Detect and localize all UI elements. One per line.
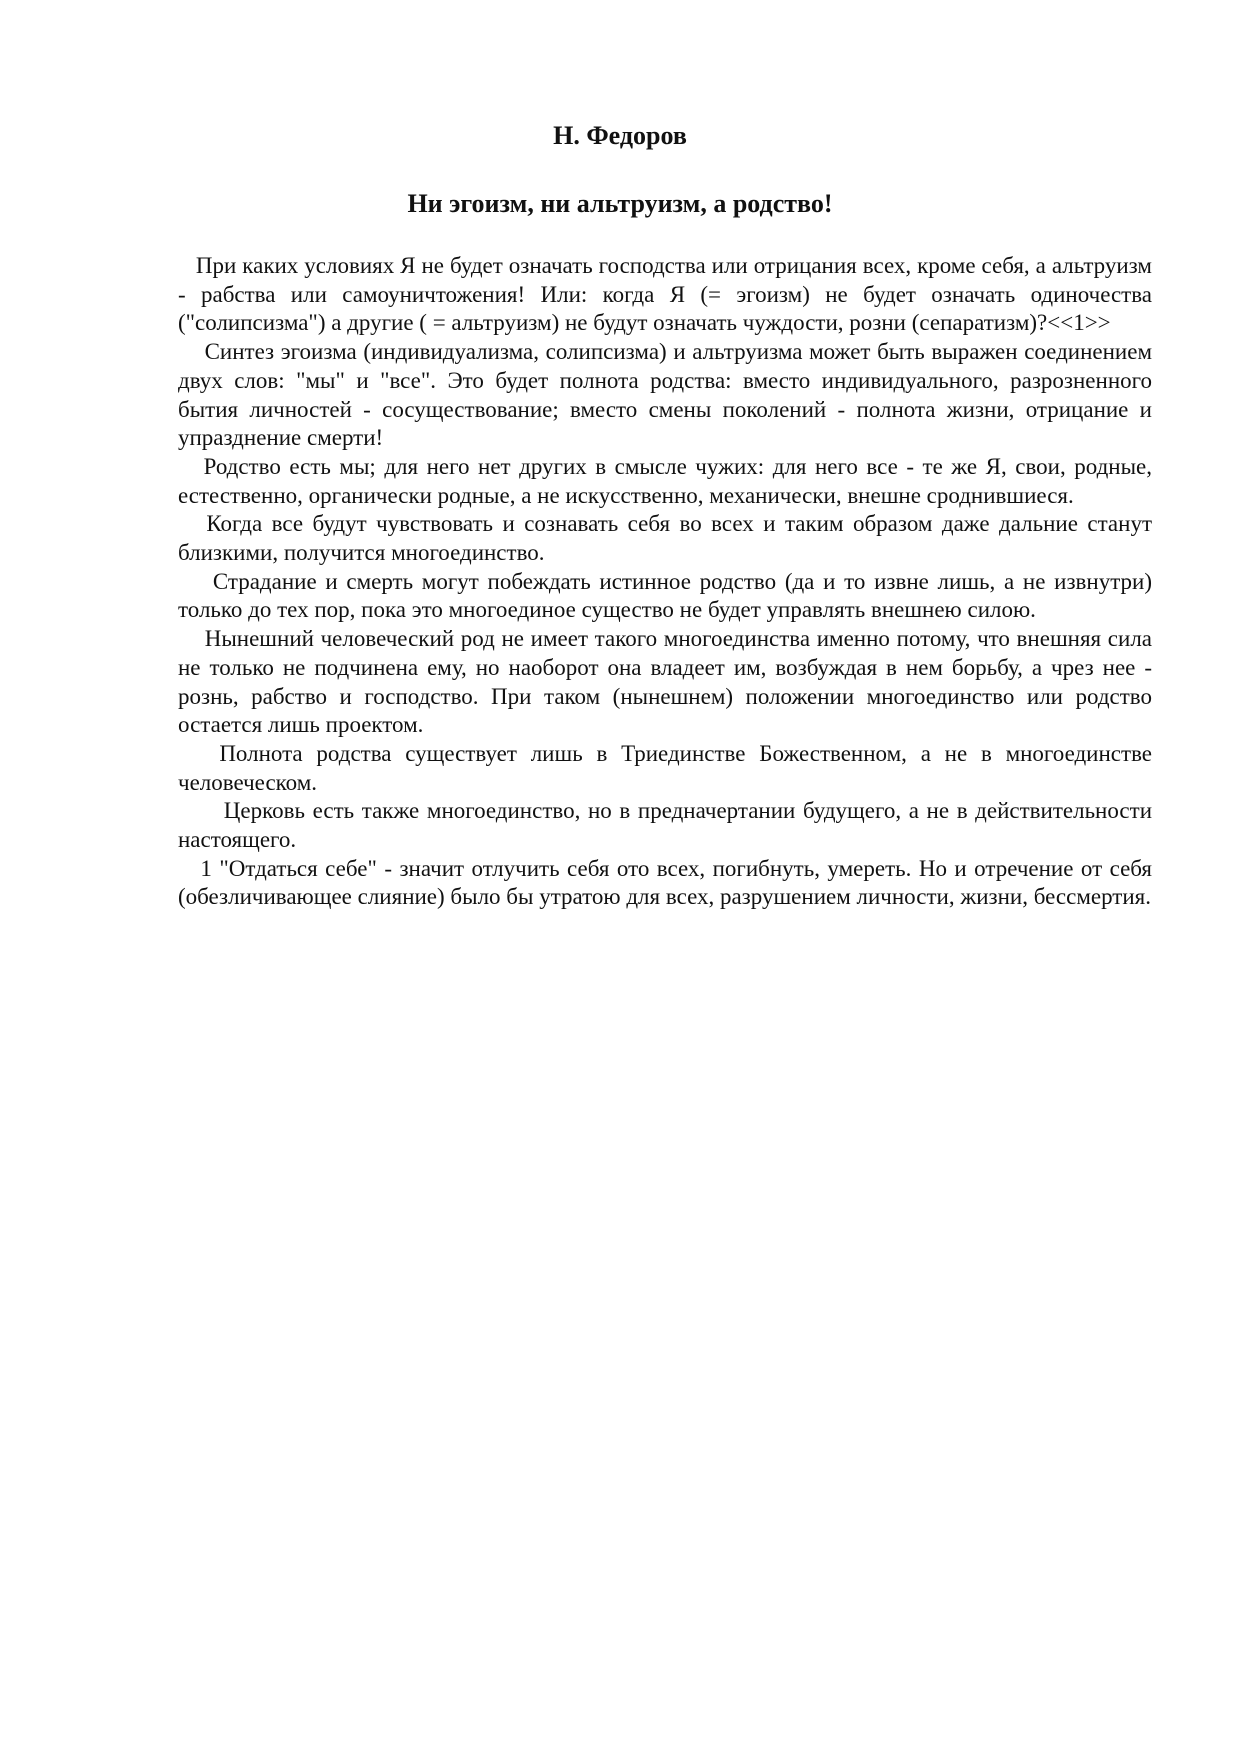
paragraph: Нынешний человеческий род не имеет такого многоединства именно потому, что внешняя сила не только не подчинена ему, но наоборот она владеет им, возбуждая в нем борьбу, а чрез нее - рознь, рабство и господство. При таком (нынешнем) положении многоединство или родство остается лишь проектом. (178, 626, 1158, 738)
author-name: Н. Федоров (553, 121, 687, 150)
paragraph: Когда все будут чувствовать и сознавать себя во всех и таким образом даже дальние станут близкими, получится многоединство. (178, 511, 1158, 566)
footnote: 1 "Отдаться себе" - значит отлучить себя ото всех, погибнуть, умереть. Но и отречение от себя (обезличивающее слияние) было бы утратою для всех, разрушением личности, жизни, бессмертия. (178, 855, 1158, 910)
paragraph: Церковь есть также многоединство, но в предначертании будущего, а не в действительности настоящего. (178, 798, 1158, 853)
paragraph: При каких условиях Я не будет означать господства или отрицания всех, кроме себя, а альтруизм - рабства или самоуничтожения! Или: когда Я (= эгоизм) не будет означать одиночества ("солипсизма") а другие ( = альтруизм) не будут означать чуждости, розни (сепаратизм)?<<1>> (178, 253, 1158, 336)
paragraph: Синтез эгоизма (индивидуализма, солипсизма) и альтруизма может быть выражен соединением двух слов: "мы" и "все". Это будет полнота родства: вместо индивидуального, разрозненного бытия личностей - сосуществование; вместо смены поколений - полнота жизни, отрицание и упразднение смерти! (178, 339, 1158, 451)
document-body (178, 252, 1158, 912)
paragraph: Страдание и смерть могут побеждать истинное родство (да и то извне лишь, а не извнутри) только до тех пор, пока это многоединое существо не будет управлять внешнею силою. (178, 568, 1158, 623)
document-title: Ни эгоизм, ни альтруизм, а родство! (407, 189, 833, 218)
paragraph: Родство есть мы; для него нет других в смысле чужих: для него все - те же Я, свои, родные, естественно, органически родные, а не искусственно, механически, внешне сроднившиеся. (178, 453, 1158, 508)
paragraph: Полнота родства существует лишь в Триединстве Божественном, а не в многоединстве человеческом. (178, 740, 1158, 795)
